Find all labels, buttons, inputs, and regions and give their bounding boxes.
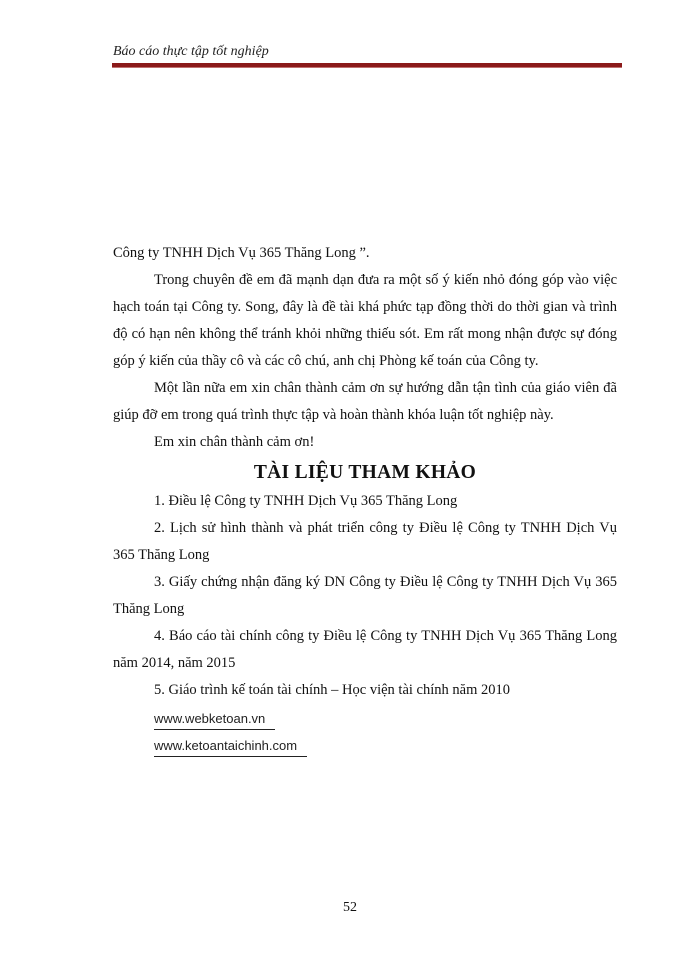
header-rule bbox=[112, 63, 622, 68]
paragraph: Em xin chân thành cảm ơn! bbox=[154, 434, 315, 450]
reference-link[interactable]: www.webketoan.vn bbox=[154, 709, 275, 730]
page-content bbox=[113, 240, 617, 758]
page-number: 52 bbox=[343, 900, 357, 915]
lead-line: Công ty TNHH Dịch Vụ 365 Thăng Long ”. bbox=[113, 245, 370, 261]
paragraph: Trong chuyên đề em đã mạnh dạn đưa ra một số ý kiến nhỏ đóng góp vào việc hạch toán tại Công ty. Song, đây là đề tài khá phức tạp đồng thời do thời gian và trình độ có hạn nên không thể tránh khỏi những thiếu sót. Em rất mong nhận được sự đóng góp ý kiến của thầy cô và các cô chú, anh chị Phòng kế toán của Công ty. bbox=[113, 272, 617, 369]
reference-item: 1. Điều lệ Công ty TNHH Dịch Vụ 365 Thăng Long bbox=[154, 493, 458, 509]
reference-item: 3. Giấy chứng nhận đăng ký DN Công ty Điều lệ Công ty TNHH Dịch Vụ 365 Thăng Long bbox=[113, 574, 617, 617]
running-header: Báo cáo thực tập tốt nghiệp bbox=[113, 44, 269, 59]
reference-item: 2. Lịch sử hình thành và phát triển công ty Điều lệ Công ty TNHH Dịch Vụ 365 Thăng Long bbox=[113, 520, 617, 563]
reference-item: 4. Báo cáo tài chính công ty Điều lệ Công ty TNHH Dịch Vụ 365 Thăng Long năm 2014, năm 2015 bbox=[113, 628, 617, 671]
reference-item: 5. Giáo trình kế toán tài chính – Học viện tài chính năm 2010 bbox=[154, 682, 510, 698]
reference-link[interactable]: www.ketoantaichinh.com bbox=[154, 736, 307, 757]
references-title: TÀI LIỆU THAM KHẢO bbox=[253, 462, 477, 483]
paragraph: Một lần nữa em xin chân thành cảm ơn sự hướng dẫn tận tình của giáo viên đã giúp đỡ em trong quá trình thực tập và hoàn thành khóa luận tốt nghiệp này. bbox=[113, 380, 617, 423]
